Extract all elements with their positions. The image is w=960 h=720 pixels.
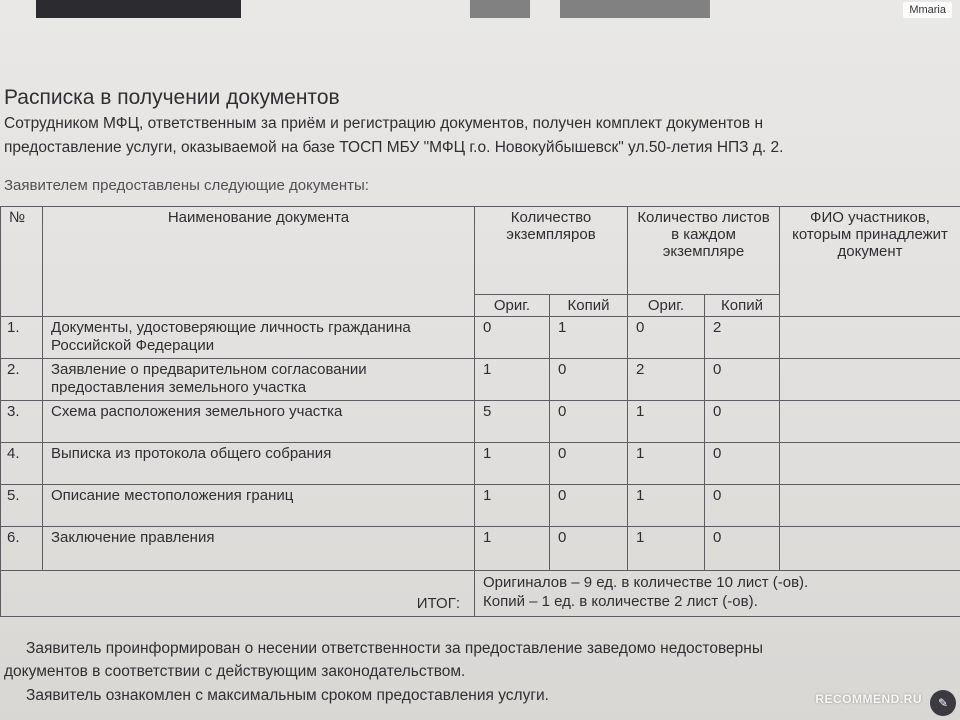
intro-text-line-2: предоставление услуги, оказываемой на базе ТОСП МБУ "МФЦ г.о. Новокуйбышевск" ул.50-летия НПЗ д. 2. — [4, 139, 784, 156]
row-number: 2. — [1, 359, 43, 401]
row-owners — [780, 443, 960, 485]
total-originals: Оригиналов – 9 ед. в количестве 10 лист (-ов). — [483, 574, 809, 591]
document-title: Расписка в получении документов — [4, 86, 340, 109]
row-ex-orig: 1 — [475, 443, 550, 485]
footer-text-line-1: Заявитель проинформирован о несении ответственности за предоставление заведомо недостоверны — [26, 640, 763, 657]
total-copies: Копий – 1 ед. в количестве 2 лист (-ов). — [483, 593, 758, 610]
row-owners — [780, 317, 960, 359]
table-row — [1, 443, 960, 485]
subheader-copies: Копий — [705, 295, 780, 317]
row-sheets-copy: 0 — [705, 401, 780, 443]
total-summary — [475, 571, 960, 617]
row-document-name: Заявление о предварительном согласовании предоставления земельного участка — [43, 359, 475, 401]
applicant-documents-caption: Заявителем предоставлены следующие документы: — [4, 177, 369, 194]
intro-text-line-1: Сотрудником МФЦ, ответственным за приём и регистрацию документов, получен комплект документов н — [4, 115, 764, 132]
row-sheets-orig: 1 — [628, 485, 705, 527]
header-owners: ФИО участников, которым принадлежит документ — [780, 207, 960, 317]
row-ex-copy: 1 — [550, 317, 628, 359]
row-sheets-copy: 2 — [705, 317, 780, 359]
header-sheets-count: Количество листов в каждом экземпляре — [628, 207, 780, 295]
recommend-watermark: RECOMMEND.RU — [815, 692, 922, 706]
row-ex-copy: 0 — [550, 401, 628, 443]
row-ex-orig: 1 — [475, 359, 550, 401]
row-number: 4. — [1, 443, 43, 485]
table-row — [1, 401, 960, 443]
recommend-logo-icon: ✎ — [930, 690, 956, 716]
table-row — [1, 359, 960, 401]
table-row — [1, 317, 960, 359]
row-sheets-orig: 1 — [628, 527, 705, 571]
row-owners — [780, 527, 960, 571]
row-ex-copy: 0 — [550, 359, 628, 401]
row-sheets-copy: 0 — [705, 359, 780, 401]
row-document-name: Заключение правления — [43, 527, 475, 571]
row-document-name: Схема расположения земельного участка — [43, 401, 475, 443]
row-sheets-orig: 1 — [628, 443, 705, 485]
row-number: 6. — [1, 527, 43, 571]
row-ex-orig: 5 — [475, 401, 550, 443]
header-copies-count: Количество экземпляров — [475, 207, 628, 295]
row-ex-copy: 0 — [550, 527, 628, 571]
table-row — [1, 527, 960, 571]
row-number: 1. — [1, 317, 43, 359]
row-ex-orig: 1 — [475, 485, 550, 527]
row-sheets-copy: 0 — [705, 485, 780, 527]
row-sheets-copy: 0 — [705, 443, 780, 485]
header-document-name: Наименование документа — [43, 207, 475, 317]
row-sheets-orig: 0 — [628, 317, 705, 359]
row-document-name: Выписка из протокола общего собрания — [43, 443, 475, 485]
row-ex-copy: 0 — [550, 443, 628, 485]
row-ex-orig: 1 — [475, 527, 550, 571]
subheader-orig: Ориг. — [475, 295, 550, 317]
documents-table — [0, 206, 960, 617]
row-number: 5. — [1, 485, 43, 527]
row-owners — [780, 401, 960, 443]
subheader-copies: Копий — [550, 295, 628, 317]
row-sheets-orig: 2 — [628, 359, 705, 401]
row-ex-orig: 0 — [475, 317, 550, 359]
row-document-name: Документы, удостоверяющие личность гражданина Российской Федерации — [43, 317, 475, 359]
author-watermark: Mmaria — [903, 2, 952, 18]
row-owners — [780, 359, 960, 401]
row-sheets-copy: 0 — [705, 527, 780, 571]
total-label: ИТОГ: — [1, 571, 475, 617]
row-sheets-orig: 1 — [628, 401, 705, 443]
cropped-top-text — [0, 0, 960, 26]
footer-text-line-2: документов в соответствии с действующим законодательством. — [4, 663, 466, 680]
table-row — [1, 485, 960, 527]
row-document-name: Описание местоположения границ — [43, 485, 475, 527]
subheader-orig: Ориг. — [628, 295, 705, 317]
footer-text-line-3: Заявитель ознакомлен с максимальным сроком предоставления услуги. — [26, 687, 549, 704]
total-row — [1, 571, 960, 617]
row-ex-copy: 0 — [550, 485, 628, 527]
row-owners — [780, 485, 960, 527]
header-number: № — [1, 207, 43, 317]
row-number: 3. — [1, 401, 43, 443]
